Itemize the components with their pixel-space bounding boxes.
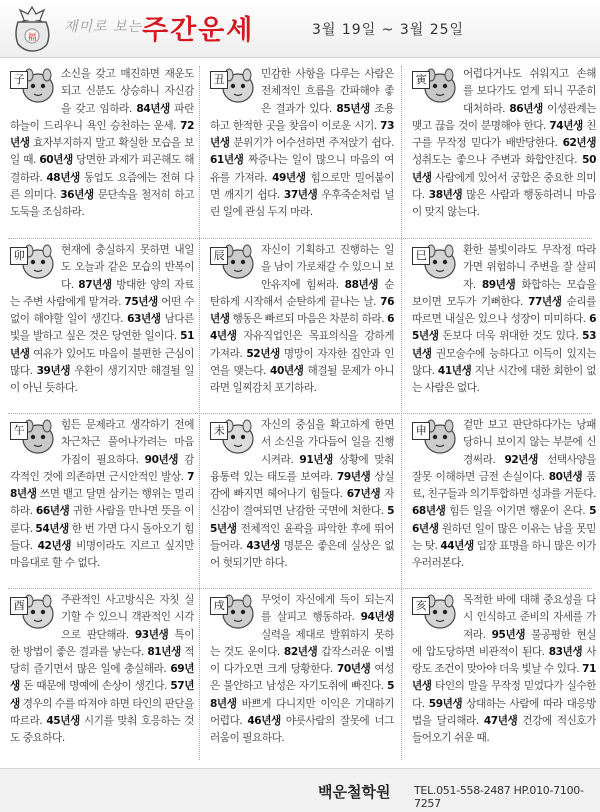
birth-year-label: 88년생 [344,278,379,291]
horoscope-entry [210,592,394,764]
horoscope-entry [412,417,596,589]
zodiac-hanja: 卯 [10,247,28,265]
birth-year-label: 82년생 [283,645,318,658]
birth-year-label: 38년생 [428,189,463,202]
birth-year-label: 73년생 [210,119,394,150]
zodiac-badge [210,593,256,631]
birth-year-label: 51년생 [10,330,194,360]
birth-year-label: 66년생 [35,505,70,518]
birth-year-label: 79년생 [336,470,371,483]
fortune-text: 소신을 갖고 매진하면 재운도 되고 신분도 상승하니 자신감을 갖고 임하라. 84년생 파란 하늘이 드리우니 욕인 승천하는 운세. 72년생 효자부지하지 말고 확실한 모습을 보일 때. 60년생 당면한 과제가 피곤해도 해결하라. 48년생 동업도 요즘에는 전혀 다른 의미다. 36년생 문단속을 철저히 하고 도둑을 조심하라. [10,68,194,219]
fortune-text: 자신의 중심을 확고하게 한면서 소신을 가다듬어 일을 진행시켜라. 91년생 상황에 맞춰 융통력 있는 태도를 보여라. 79년생 상실감에 빠지면 헤어나기 힘들다. 67년생 자신감이 결여되면 난감한 국면에 처한다. 55년생 전체적인 윤곽을 파악한 후에 뛰어들어라. 43년생 명분은 좋은데 실상은 없어 헛되기만 하다. [210,419,394,570]
birth-year-label: 87년생 [78,278,112,291]
birth-year-label: 59년생 [428,697,463,710]
birth-year-label: 70년생 [336,663,371,676]
horoscope-grid [0,62,600,762]
lucky-bag-icon [10,4,54,52]
birth-year-label: 77년생 [528,295,562,308]
fortune-text: 주관적인 사고방식은 자칫 실기할 수 있으니 객관적인 시각으로 판단해라. 93년생 특이한 방법이 좋은 결과를 낳는다. 81년생 적당히 즐기면서 많은 일에 충실해라. 69년생 돈 때문에 명예에 손상이 생긴다. 57년생 경우의 수를 따져야 하면 타인의 판단을 따르라. 45년생 시기를 맞춰 호응하는 것도 중요하다. [10,594,194,745]
birth-year-label: 85년생 [336,102,370,115]
zodiac-badge [412,593,458,631]
row-divider [8,588,592,589]
birth-year-label: 36년생 [60,189,94,202]
birth-year-label: 49년생 [272,171,306,184]
birth-year-label: 65년생 [412,313,596,343]
birth-year-label: 39년생 [36,365,70,378]
fortune-text: 목적한 바에 대해 중요성을 다시 인식하고 준비의 자세를 가져라. 95년생 불공평한 현실에 압도당하면 비관적이 된다. 83년생 사랑도 조건이 맞아야 더욱 빛날 수 있다. 71년생 타인의 말을 무작정 믿었다가 실수한다. 59년생 상대하는 사람에 따라 대응방법을 달리해라. 47년생 건강에 적신호가 들어오기 쉬운 때. [412,594,596,745]
date-range: 3월 19일 ~ 3월 25일 [312,22,465,38]
zodiac-hanja: 酉 [10,597,28,615]
birth-year-label: 91년생 [299,453,333,466]
birth-year-label: 81년생 [147,645,181,658]
birth-year-label: 89년생 [481,278,516,291]
birth-year-label: 63년생 [127,313,161,326]
zodiac-hanja: 丑 [210,71,228,89]
page-title: 주간운세 [142,15,255,46]
footer [0,768,600,812]
birth-year-label: 67년생 [346,488,381,501]
header [0,0,600,58]
zodiac-badge [412,418,458,456]
birth-year-label: 43년생 [246,540,280,553]
birth-year-label: 74년생 [549,119,583,132]
fortune-text: 자신이 기획하고 진행하는 일을 남이 가로채갈 수 있으니 보안유지에 힘써라. 88년생 순탄하게 시작해서 순탄하게 끝나는 날. 76년생 행동은 빠르되 마음은 차분히 하라. 64년생 자유직업인은 목표의식을 강하게 가져라. 52년생 명망이 자자한 집안과 인연을 맺는다. 40년생 해결될 문제가 아니라면 일찌감치 포기하라. [210,244,394,395]
fortune-text: 현재에 충실하지 못하면 내일도 오늘과 같은 모습의 반복이다. 87년생 방대한 양의 자료는 주변 사람에게 맡겨라. 75년생 어떤 수 없이 해야할 일이 생긴다. 63년생 남다른 빛을 발하고 싶은 것은 당연한 일이다. 51년생 여유가 있어도 마음이 불편한 근심이 많다. 39년생 우환이 생기지만 해결될 일이 아닌 듯하다. [10,244,194,395]
zodiac-hanja: 未 [210,422,228,440]
horoscope-entry [10,592,194,764]
birth-year-label: 50년생 [412,154,596,184]
birth-year-label: 44년생 [440,540,474,553]
birth-year-label: 93년생 [134,628,169,641]
zodiac-badge [210,418,256,456]
zodiac-hanja: 辰 [210,247,228,265]
birth-year-label: 41년생 [437,365,472,378]
horoscope-entry [412,66,596,238]
fortune-text: 환한 불빛이라도 무작정 따라가면 위험하니 주변을 잘 살피자. 89년생 화합하는 모습을 보이면 모두가 기뻐한다. 77년생 순리를 따르면 내실은 있으나 성장이 미미하다. 65년생 돈보다 더욱 위대한 것도 있다. 53년생 권모술수에 능하다고 이득이 있지는 않다. 41년생 지난 시간에 대한 회한이 없는 사람은 없다. [412,244,596,395]
birth-year-label: 72년생 [10,119,194,150]
zodiac-badge [412,67,458,105]
header-subtitle: 재미로 보는 [64,19,143,35]
birth-year-label: 58년생 [210,680,394,710]
zodiac-hanja: 子 [10,71,28,89]
birth-year-label: 62년생 [562,137,596,150]
birth-year-label: 52년생 [246,347,280,360]
birth-year-label: 75년생 [124,295,158,308]
zodiac-hanja: 戌 [210,597,228,615]
birth-year-label: 69년생 [10,663,194,693]
horoscope-entry [412,242,596,414]
zodiac-badge [210,243,256,281]
zodiac-hanja: 午 [10,422,28,440]
birth-year-label: 83년생 [548,645,583,658]
birth-year-label: 60년생 [39,154,73,167]
birth-year-label: 94년생 [360,611,394,624]
birth-year-label: 76년생 [210,295,394,326]
birth-year-label: 84년생 [136,102,170,115]
birth-year-label: 37년생 [283,189,318,202]
birth-year-label: 48년생 [46,171,80,184]
zodiac-hanja: 申 [412,422,430,440]
birth-year-label: 56년생 [412,505,596,535]
horoscope-entry [210,417,394,589]
birth-year-label: 53년생 [412,330,596,360]
birth-year-label: 80년생 [548,470,583,483]
row-divider [8,413,592,414]
birth-year-label: 47년생 [483,715,518,728]
birth-year-label: 92년생 [504,453,538,466]
birth-year-label: 55년생 [210,505,394,535]
birth-year-label: 46년생 [247,715,281,728]
row-divider [8,238,592,239]
zodiac-badge [10,243,56,281]
birth-year-label: 54년생 [35,522,69,535]
birth-year-label: 42년생 [37,540,72,553]
zodiac-badge [10,418,56,456]
horoscope-entry [412,592,596,764]
fortune-text: 겉만 보고 판단하다가는 낭패 당하니 보이지 않는 부분에 신경써라. 92년생 선택사양을 잘못 이해하면 금전 손실이다. 80년생 품료, 친구들과 의기투합하면 성과를 거둔다. 68년생 힘든 일을 이기면 행운이 온다. 56년생 원하던 일이 많은 이유는 남을 못믿는 탓. 44년생 입장 표명을 하니 많은 이가 우러러본다. [412,419,596,570]
horoscope-entry [210,66,394,238]
zodiac-badge [210,67,256,105]
svg-text:福: 福 [27,33,37,43]
birth-year-label: 68년생 [412,505,446,518]
birth-year-label: 61년생 [210,154,244,167]
birth-year-label: 40년생 [270,365,304,378]
fortune-text: 힘든 문제라고 생각하기 전에 차근차근 풀어나가려는 마음가짐이 필요하다. 90년생 감각적인 것에 의존하면 근시안적인 발상. 78년생 쓰면 뱉고 달면 삼키는 행위는 멀리하라. 66년생 귀한 사람을 만나면 뜻을 이룬다. 54년생 한 번 가면 다시 돌아오기 힘들다. 42년생 비명이라도 지르고 싶지만 마음대로 할 수 없다. [10,419,194,570]
birth-year-label: 90년생 [144,453,179,466]
zodiac-badge [10,593,56,631]
zodiac-hanja: 巳 [412,247,430,265]
fortune-text: 어렵다거나도 쉬워지고 손해를 보다가도 얻게 되니 꾸준히 대처하라. 86년생 이성관계는 맺고 끊음 것이 분명해야 한다. 74년생 친구를 무작정 믿다가 배반당한다. 62년생 성취도는 좋으나 주변과 화합안진다. 50년생 사람에게 있어서 궁합은 중요한 의미다. 38년생 많은 사람과 행동하려니 마음이 맞지 않는다. [412,68,596,219]
birth-year-label: 95년생 [491,628,526,641]
horoscope-entry [10,66,194,238]
horoscope-entry [10,417,194,589]
zodiac-hanja: 亥 [412,597,430,615]
horoscope-entry [210,242,394,414]
birth-year-label: 71년생 [412,663,596,693]
fortune-text: 민감한 사항을 다루는 사람은 전체적인 흐름을 간파해야 좋은 결과가 있다. 85년생 조용하고 한적한 곳을 찾음이 이로운 시기. 73년생 분위기가 어수선하면 주저앉기 쉽다. 61년생 짜증나는 일이 많으니 마음의 여유를 가져라. 49년생 힘으로만 밀어붙이면 깨지기 쉽다. 37년생 우후죽순처럼 널린 일에 관심 두지 마라. [210,68,394,219]
birth-year-label: 64년생 [210,313,394,343]
birth-year-label: 45년생 [46,715,80,728]
academy-name: 백운철학원 [318,783,391,801]
zodiac-hanja: 寅 [412,71,430,89]
birth-year-label: 57년생 [10,680,194,710]
zodiac-badge [412,243,458,281]
birth-year-label: 86년생 [509,102,543,115]
birth-year-label: 78년생 [10,470,194,501]
horoscope-entry [10,242,194,414]
contact-info: TEL.051-558-2487 HP.010-7100-7257 [414,784,584,810]
zodiac-badge [10,67,56,105]
fortune-text: 무엇이 자신에게 득이 되는지를 살피고 행동하라. 94년생 실력을 제대로 발휘하지 못하는 것도 운이다. 82년생 갑작스러운 이별이 다가오면 크게 당황한다. 70년생 여성은 불안하고 남성은 자기도취에 빠진다. 58년생 바쁘게 다니지만 이익은 기대하기 어렵다. 46년생 야릇사람의 잘못에 너그러움이 필요하다. [210,594,394,745]
